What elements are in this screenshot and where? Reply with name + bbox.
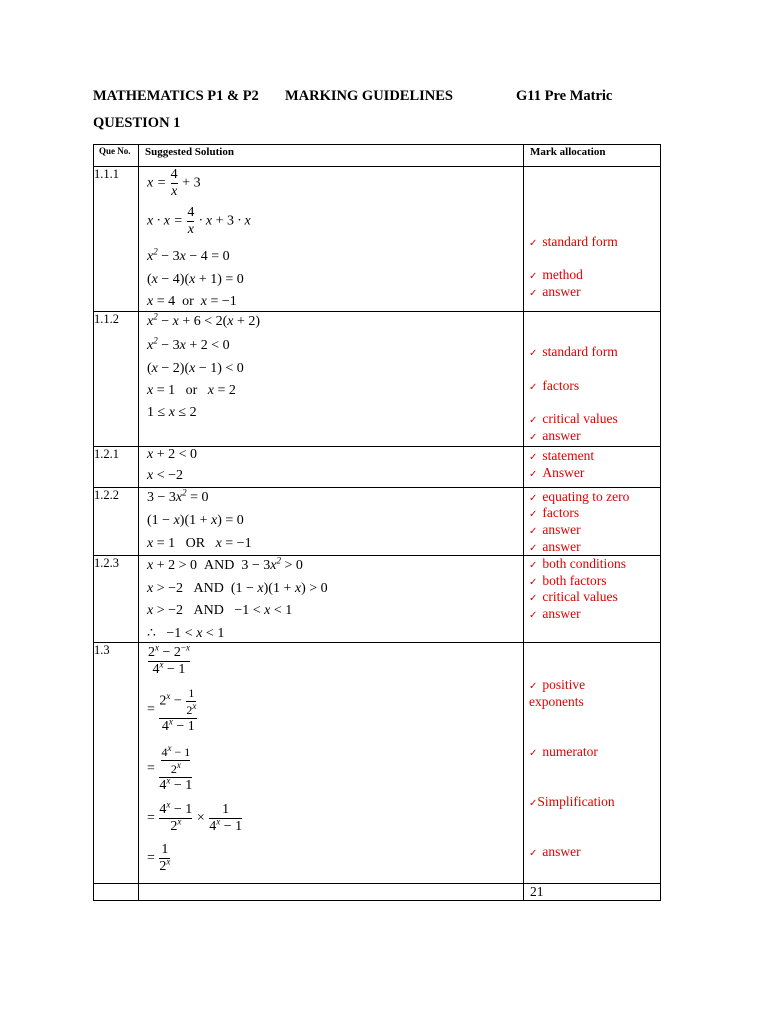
mark-item: ✓ equating to zero (529, 489, 630, 504)
check-icon: ✓ (529, 432, 538, 443)
question-number: 1.2.1 (94, 447, 139, 488)
check-icon: ✓ (529, 452, 538, 463)
math-line: x = 4 or x = −1 (147, 294, 237, 309)
math-line: x > −2 AND (1 − x)(1 + x) > 0 (147, 581, 328, 596)
document-header (93, 88, 663, 108)
question-number: 1.2.2 (94, 488, 139, 556)
subject-title: MATHEMATICS P1 & P2 (93, 88, 259, 104)
solution-cell (139, 556, 524, 643)
mark-item: exponents (529, 694, 584, 709)
solution-cell (139, 447, 524, 488)
marks-cell (524, 312, 661, 447)
col-header-solution: Suggested Solution (139, 145, 524, 167)
check-icon: ✓ (529, 526, 538, 537)
check-icon: ✓ (529, 509, 538, 520)
marks-cell (524, 488, 661, 556)
marking-table (93, 144, 661, 901)
math-line: $\frac{2^x - 2^{-x}}{4^x - 1}$ (148, 642, 190, 677)
question-number: 1.2.3 (94, 556, 139, 643)
math-line: $x^2 - x + 6 < 2(x + 2)$ (147, 311, 261, 329)
mark-item: ✓ answer (529, 606, 581, 621)
table-row (94, 312, 661, 447)
table-row (94, 643, 661, 884)
question-heading: QUESTION 1 (93, 115, 181, 131)
col-header-marks: Mark allocation (524, 145, 661, 167)
mark-item: ✓ both conditions (529, 556, 627, 571)
doc-type-title: MARKING GUIDELINES (285, 88, 453, 104)
check-icon: ✓ (529, 271, 538, 282)
mark-item: ✓ answer (529, 522, 581, 537)
table-row (94, 167, 661, 312)
check-icon: ✓ (529, 748, 538, 759)
grade-label: G11 Pre Matric (516, 88, 613, 104)
check-icon: ✓ (529, 560, 538, 571)
check-icon: ✓ (529, 543, 538, 554)
mark-item: ✓ standard form (529, 344, 618, 359)
total-row (94, 884, 661, 901)
mark-item: ✓ Answer (529, 465, 585, 480)
check-icon: ✓ (529, 848, 538, 859)
check-icon: ✓ (529, 238, 538, 249)
math-line: ∴ −1 < x < 1 (147, 626, 225, 641)
check-icon: ✓ (529, 610, 538, 621)
solution-cell (139, 312, 524, 447)
check-icon: ✓ (529, 288, 538, 299)
check-icon: ✓ (529, 681, 538, 692)
mark-item: ✓ method (529, 267, 583, 282)
marks-cell (524, 643, 661, 884)
mark-item: ✓ answer (529, 428, 581, 443)
check-icon: ✓ (529, 469, 538, 480)
mark-item: ✓ factors (529, 505, 580, 520)
mark-item: ✓ standard form (529, 234, 618, 249)
math-line: x = 1 or x = 2 (147, 383, 236, 398)
marks-cell (524, 447, 661, 488)
marks-cell (524, 167, 661, 312)
math-line: x = 1 OR x = −1 (147, 536, 252, 551)
table-row (94, 488, 661, 556)
check-icon: ✓ (529, 415, 538, 426)
table-row (94, 447, 661, 488)
math-line: (1 − x)(1 + x) = 0 (147, 513, 244, 528)
table-header-row (94, 145, 661, 167)
question-number: 1.3 (94, 643, 139, 884)
math-line: = $\frac{\frac{4^x - 1}{2^x}}{4^x - 1}$ (147, 743, 193, 793)
solution-cell (139, 488, 524, 556)
math-line: = $\frac{1}{2^x}$ (147, 842, 171, 874)
mark-item: ✓ critical values (529, 411, 618, 426)
math-line: x > −2 AND −1 < x < 1 (147, 603, 293, 618)
mark-item: ✓ factors (529, 378, 580, 393)
check-icon: ✓ (529, 577, 538, 588)
check-icon: ✓ (529, 348, 538, 359)
check-icon: ✓ (529, 382, 538, 393)
solution-cell (139, 167, 524, 312)
math-line: x = $\frac{4}{x}$ + 3 (147, 167, 201, 199)
question-number: 1.1.1 (94, 167, 139, 312)
math-line: $x^2 - 3x + 2 < 0$ (147, 335, 230, 353)
math-line: $x^2 - 3x - 4 = 0$ (147, 246, 230, 264)
math-line: $3 - 3x^2 = 0$ (147, 487, 209, 505)
mark-item: ✓ statement (529, 448, 595, 463)
mark-item: ✓ both factors (529, 573, 607, 588)
col-header-question-no: Que No. (94, 145, 139, 167)
solution-cell (139, 643, 524, 884)
math-line: = $2^x$ − $\frac{1}{2^x}$ $4^x - 1$ (147, 686, 197, 734)
math-line: x < −2 (147, 468, 184, 483)
mark-item: ✓ answer (529, 539, 581, 554)
mark-item: ✓ answer (529, 284, 581, 299)
check-icon: ✓ (529, 798, 538, 809)
table-row (94, 556, 661, 643)
marks-cell (524, 556, 661, 643)
mark-item: ✓ numerator (529, 744, 598, 759)
mark-item: ✓Simplification (529, 794, 615, 809)
mark-item: ✓ answer (529, 844, 581, 859)
math-line: x + 2 < 0 (147, 447, 198, 462)
check-icon: ✓ (529, 593, 538, 604)
math-line: x · x = $\frac{4}{x}$ · x + 3 · x (147, 205, 251, 237)
math-line: = $\frac{4^x - 1}{2^x}$ × $\frac{1}{4^x - 1}$ (147, 799, 243, 834)
math-line: (x − 4)(x + 1) = 0 (147, 272, 244, 287)
math-line: 1 ≤ x ≤ 2 (147, 405, 197, 420)
check-icon: ✓ (529, 493, 538, 504)
mark-item: ✓ critical values (529, 589, 618, 604)
question-number: 1.1.2 (94, 312, 139, 447)
total-marks: 21 (524, 884, 661, 901)
math-line: x + 2 > 0 AND $3 - 3x^2 > 0$ (147, 555, 303, 573)
mark-item: ✓ positive (529, 677, 586, 692)
math-line: (x − 2)(x − 1) < 0 (147, 361, 244, 376)
